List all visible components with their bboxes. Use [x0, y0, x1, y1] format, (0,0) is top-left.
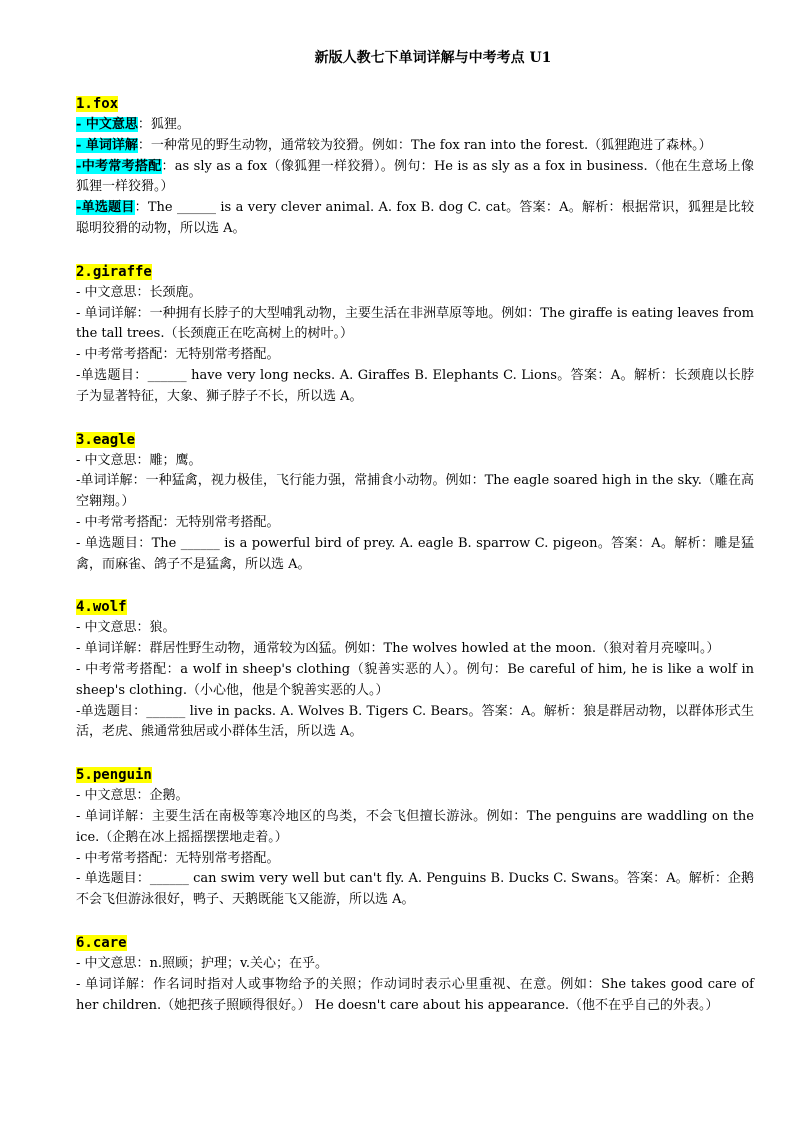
entry-eagle — [76, 430, 754, 576]
detail-line — [76, 136, 754, 157]
collocation-line: - 中考常考搭配：无特别常考搭配。 — [76, 514, 280, 530]
entry-heading: 3.eagle — [76, 431, 136, 448]
collocation-line — [76, 157, 754, 199]
entry-heading: 2.giraffe — [76, 263, 152, 280]
quiz-text: ：The ______ is a very clever animal. A. fox B. dog C. cat。答案：A。解析：根据常识，狐狸是比较聪明狡猾的动物，所以选 A。 — [76, 200, 754, 236]
detail-line: - 单词详解：作名词时指对人或事物给予的关照；作动词时表示心里重视、在意。例如：She takes good care of her children.（她把孩子照顾得很好。） He doesn't care about his appearance.（他不在乎自己的外表。） — [76, 976, 754, 1013]
quiz-line: -单选题目：______ live in packs. A. Wolves B. Tigers C. Bears。答案：A。解析：狼是群居动物，以群体形式生活，老虎、熊通常独居或小群体生活，所以选 A。 — [76, 703, 754, 740]
entry-heading: 4.wolf — [76, 599, 127, 616]
quiz-label: -单选题目 — [76, 200, 135, 216]
entry-care — [76, 933, 754, 1016]
quiz-line: - 单选题目：The ______ is a powerful bird of prey. A. eagle B. sparrow C. pigeon。答案：A。解析：雕是猛禽，而麻雀、鸽子不是猛禽，所以选 A。 — [76, 535, 754, 572]
meaning-text: ：狐狸。 — [137, 117, 190, 132]
detail-label: - 单词详解 — [76, 137, 138, 153]
detail-text: ：一种常见的野生动物，通常较为狡猾。例如：The fox ran into the forest.（狐狸跑进了森林。） — [137, 137, 712, 153]
quiz-line: - 单选题目：______ can swim very well but can't fly. A. Penguins B. Ducks C. Swans。答案：A。解析：企鹅不会飞但游泳很好，鸭子、天鹅既能飞又能游，所以选 A。 — [76, 871, 754, 908]
meaning-label: - 中文意思 — [76, 117, 138, 132]
entry-heading: 5.penguin — [76, 767, 152, 784]
entry-giraffe — [76, 262, 754, 408]
collocation-label: -中考常考搭配 — [76, 158, 162, 174]
detail-line: - 单词详解：群居性野生动物，通常较为凶猛。例如：The wolves howled at the moon.（狼对着月亮嚎叫。） — [76, 641, 720, 657]
detail-line: - 单词详解：主要生活在南极等寒冷地区的鸟类，不会飞但擅长游泳。例如：The penguins are waddling on the ice.（企鹅在冰上摇摇摆摆地走着。） — [76, 808, 754, 845]
entry-fox — [76, 94, 754, 240]
meaning-line: - 中文意思：雕；鹰。 — [76, 452, 202, 468]
quiz-line — [76, 198, 754, 240]
meaning-line: - 中文意思：狼。 — [76, 620, 176, 636]
detail-line: -单词详解：一种猛禽，视力极佳，飞行能力强，常捕食小动物。例如：The eagle soared high in the sky.（雕在高空翱翔。） — [76, 473, 754, 510]
quiz-line: -单选题目：______ have very long necks. A. Giraffes B. Elephants C. Lions。答案：A。解析：长颈鹿以长脖子为显著特征，大象、狮子脖子不长，所以选 A。 — [76, 367, 754, 404]
entry-wolf — [76, 597, 754, 743]
meaning-line — [76, 115, 754, 136]
detail-line: - 单词详解：一种拥有长脖子的大型哺乳动物，主要生活在非洲草原等地。例如：The giraffe is eating leaves from the tall trees.（长颈鹿正在吃高树上的树叶。） — [76, 305, 754, 342]
meaning-line: - 中文意思：长颈鹿。 — [76, 284, 202, 300]
entry-heading: 6.care — [76, 934, 127, 951]
collocation-line: - 中考常考搭配：无特别常考搭配。 — [76, 347, 280, 363]
collocation-line: - 中考常考搭配：无特别常考搭配。 — [76, 850, 280, 866]
page-title: 新版人教七下单词详解与中考考点 U1 — [314, 50, 552, 66]
collocation-line: - 中考常考搭配：a wolf in sheep's clothing（貌善实恶的人）。例句：Be careful of him, he is like a wolf in sheep's clothing.（小心他，他是个貌善实恶的人。） — [76, 661, 754, 698]
entry-penguin — [76, 765, 754, 911]
meaning-line: - 中文意思：n.照顾；护理；v.关心；在乎。 — [76, 955, 328, 971]
meaning-line: - 中文意思：企鹅。 — [76, 788, 189, 804]
entry-heading: 1.fox — [76, 96, 119, 112]
collocation-text: ：as sly as a fox（像狐狸一样狡猾）。例句：He is as sly as a fox in business.（他在生意场上像狐狸一样狡猾。） — [76, 158, 754, 195]
